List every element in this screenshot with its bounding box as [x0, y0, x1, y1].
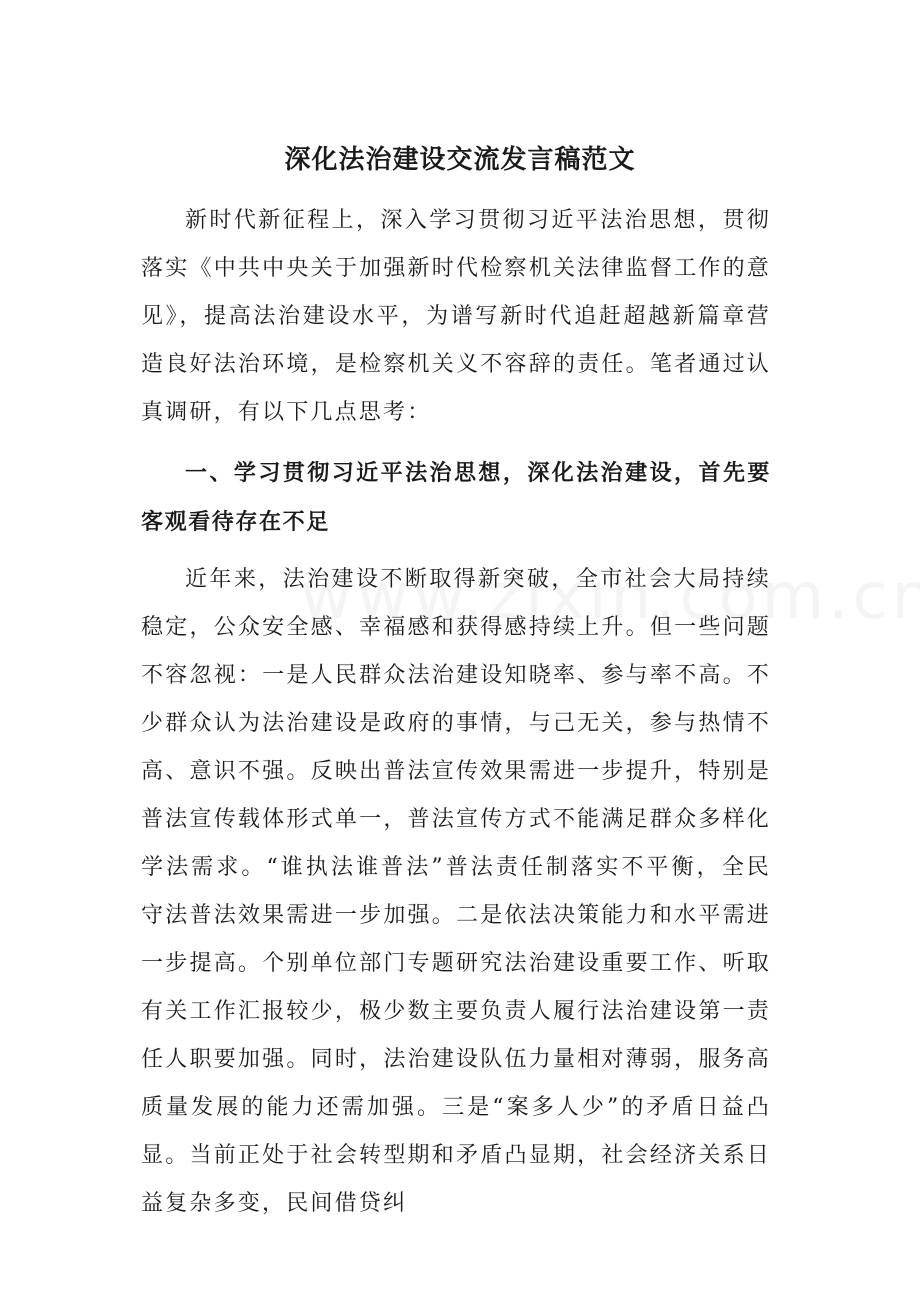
section-1-paragraph: 近年来，法治建设不断取得新突破，全市社会大局持续稳定，公众安全感、幸福感和获得感持续上升。但一些问题不容忽视：一是人民群众法治建设知晓率、参与率不高。不少群众认为法治建设是政府的事情，与己无关，参与热情不高、意识不强。反映出普法宣传效果需进一步提升，特别是普法宣传载体形式单一，普法宣传方式不能满足群众多样化学法需求。“谁执法谁普法”普法责任制落实不平衡，全民守法普法效果需进一步加强。二是依法决策能力和水平需进一步提高。个别单位部门专题研究法治建设重要工作、听取有关工作汇报较少，极少数主要负责人履行法治建设第一责任人职要加强。同时，法治建设队伍力量相对薄弱，服务高质量发展的能力还需加强。三是“案多人少”的矛盾日益凸显。当前正处于社会转型期和矛盾凸显期，社会经济关系日益复杂多变，民间借贷纠 — [141, 567, 771, 1216]
document-title: 深化法治建设交流发言稿范文 — [284, 145, 636, 175]
intro-paragraph: 新时代新征程上，深入学习贯彻习近平法治思想，贯彻落实《中共中央关于加强新时代检察机关法律监督工作的意见》，提高法治建设水平，为谱写新时代追赶超越新篇章营造良好法治环境，是检察机关义不容辞的责任。笔者通过认真调研，有以下几点思考： — [141, 208, 771, 425]
section-heading-1: 一、学习贯彻习近平法治思想，深化法治建设，首先要客观看待存在不足 — [141, 461, 771, 535]
